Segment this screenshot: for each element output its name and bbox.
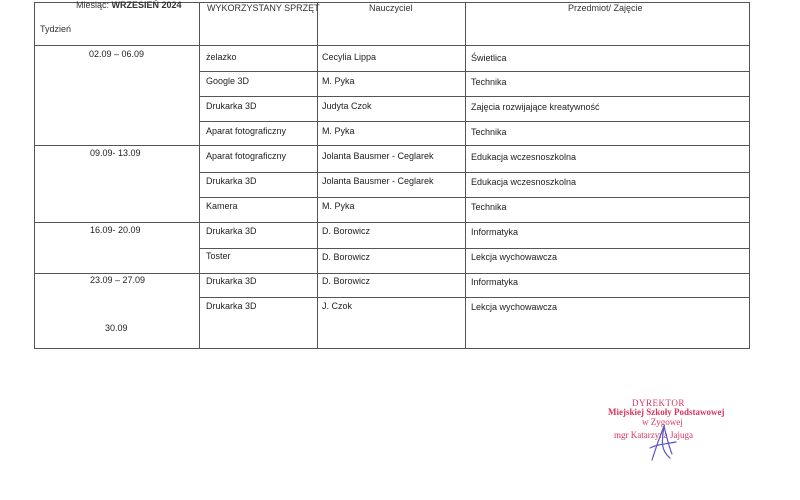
equipment-cell: Google 3D xyxy=(206,76,250,86)
subject-cell: Świetlica xyxy=(471,53,507,63)
subject-cell: Edukacja wczesnoszkolna xyxy=(471,152,577,162)
table-border-left xyxy=(34,2,35,349)
equipment-cell: Toster xyxy=(206,251,231,261)
month-heading xyxy=(76,0,182,11)
teacher-cell: D. Borowicz xyxy=(322,252,371,262)
teacher-cell: M. Pyka xyxy=(322,76,355,86)
row-line xyxy=(199,71,750,72)
stamp-town: w Zygowej xyxy=(642,417,683,427)
table-border-bottom xyxy=(34,348,750,349)
week-dates: 16.09- 20.09 xyxy=(90,225,141,235)
teacher-cell: Judyta Czok xyxy=(322,101,372,111)
week-line xyxy=(34,145,750,146)
row-line xyxy=(199,172,750,173)
extra-date: 30.09 xyxy=(105,323,128,333)
subject-cell: Technika xyxy=(471,202,507,212)
week-dates: 02.09 – 06.09 xyxy=(89,49,145,59)
subject-cell: Informatyka xyxy=(471,227,519,237)
subject-column-header: Przedmiot/ Zajęcie xyxy=(568,3,643,13)
equipment-cell: Kamera xyxy=(206,201,238,211)
subject-cell: Technika xyxy=(471,77,507,87)
week-dates: 23.09 – 27.09 xyxy=(90,275,146,285)
teacher-cell: Jolanta Bausmer - Ceglarek xyxy=(322,176,434,186)
equipment-cell: żelazko xyxy=(206,52,237,62)
week-column-header: Tydzień xyxy=(40,24,72,34)
col-line xyxy=(199,2,200,349)
equipment-cell: Aparat fotograficzny xyxy=(206,151,287,161)
col-line xyxy=(317,2,318,349)
week-dates: 09.09- 13.09 xyxy=(90,148,141,158)
col-line xyxy=(465,2,466,349)
teacher-cell: D. Borowicz xyxy=(322,226,371,236)
equipment-cell: Drukarka 3D xyxy=(206,101,257,111)
teacher-cell: M. Pyka xyxy=(322,201,355,211)
equipment-cell: Drukarka 3D xyxy=(206,226,257,236)
row-line xyxy=(199,197,750,198)
table-border-right xyxy=(749,2,750,349)
subject-cell: Lekcja wychowawcza xyxy=(471,252,558,262)
subject-cell: Zajęcia rozwijające kreatywność xyxy=(471,102,600,112)
subject-cell: Edukacja wczesnoszkolna xyxy=(471,177,577,187)
stamp-school: Miejskiej Szkoły Podstawowej xyxy=(608,407,725,417)
week-line xyxy=(34,222,750,223)
equipment-column-header: WYKORZYSTANY SPRZĘT xyxy=(207,3,320,13)
row-line xyxy=(199,297,750,298)
subject-cell: Informatyka xyxy=(471,277,519,287)
month-value: WRZESIEŃ 2024 xyxy=(111,0,182,10)
row-line xyxy=(199,96,750,97)
row-line xyxy=(199,248,750,249)
week-line xyxy=(34,273,750,274)
subject-cell: Technika xyxy=(471,127,507,137)
teacher-column-header: Nauczyciel xyxy=(369,3,413,13)
equipment-cell: Drukarka 3D xyxy=(206,176,257,186)
teacher-cell: J. Czok xyxy=(322,301,353,311)
subject-cell: Lekcja wychowawcza xyxy=(471,302,558,312)
header-bottom-line xyxy=(34,45,750,46)
equipment-cell: Drukarka 3D xyxy=(206,276,257,286)
equipment-cell: Aparat fotograficzny xyxy=(206,126,287,136)
stamp-title: DYREKTOR xyxy=(632,398,685,408)
handwritten-signature xyxy=(642,422,682,462)
teacher-cell: D. Borowicz xyxy=(322,276,371,286)
teacher-cell: Jolanta Bausmer - Ceglarek xyxy=(322,151,434,161)
teacher-cell: Cecylia Lippa xyxy=(322,52,377,62)
equipment-cell: Drukarka 3D xyxy=(206,301,257,311)
row-line xyxy=(199,121,750,122)
stamp-signatory: mgr Katarzyna Jajuga xyxy=(614,430,693,440)
month-label: Miesiąc: xyxy=(76,0,110,10)
teacher-cell: M. Pyka xyxy=(322,126,355,136)
